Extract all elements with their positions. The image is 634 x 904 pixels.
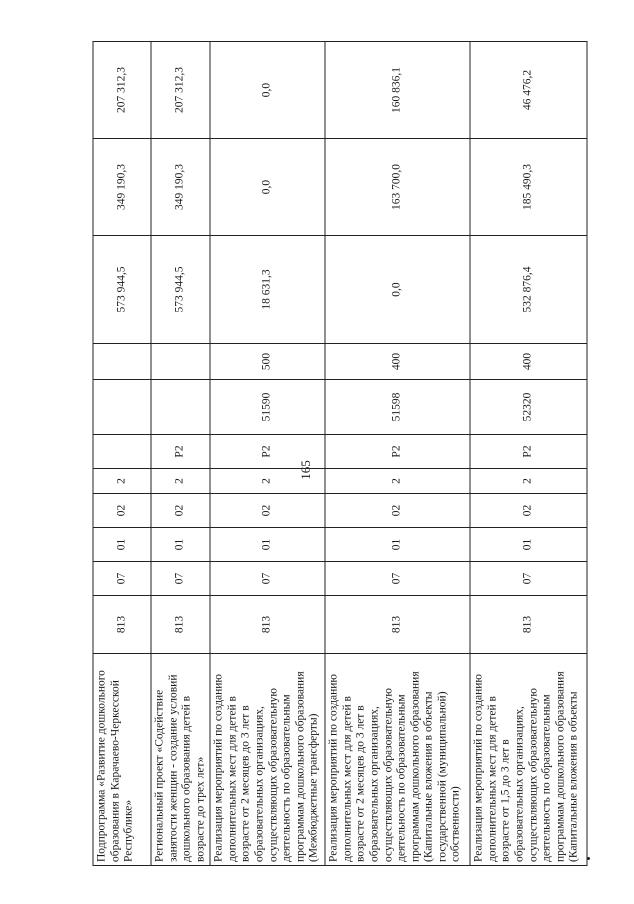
code-program: 02: [210, 494, 325, 528]
amount-year-2: 349 190,3: [93, 139, 151, 236]
code-subsection: 01: [470, 528, 587, 562]
code-direction: 51590: [210, 380, 325, 435]
code-direction: 51598: [325, 380, 470, 435]
amount-year-1: 573 944,5: [93, 236, 151, 344]
code-subsection: 01: [210, 528, 325, 562]
row-name: Реализация мероприятий по созданию дополнительных мест для детей в возрасте от 2 месяцев до 3 лет в образовательных организациях, осуществляющих образовательную деятельность по образовательным программам дошкольного образования (Капитальные вложения в объекты государственной (муниципальной) собственности): [325, 654, 470, 866]
code-section: 07: [470, 562, 587, 596]
amount-year-2: 185 490,3: [470, 139, 587, 236]
code-subprogram: 2: [93, 469, 151, 494]
amount-year-1: 0,0: [325, 236, 470, 344]
code-section: 07: [151, 562, 210, 596]
code-project: P2: [210, 435, 325, 469]
budget-table: [93, 42, 586, 866]
table-row: [151, 42, 210, 866]
code-direction: [93, 380, 151, 435]
amount-year-3: 160 836,1: [325, 42, 470, 139]
amount-year-1: 18 631,3: [210, 236, 325, 344]
row-name: Региональный проект «Содействие занятости женщин - создание условий дошкольного образования детей в возрасте до трех лет»: [151, 654, 210, 866]
amount-year-3: 0,0: [210, 42, 325, 139]
code-project: P2: [151, 435, 210, 469]
code-program: 02: [470, 494, 587, 528]
code-section: 07: [325, 562, 470, 596]
code-subsection: 01: [325, 528, 470, 562]
table-row: [93, 42, 151, 866]
amount-year-3: 207 312,3: [93, 42, 151, 139]
code-expense-type: 400: [470, 344, 587, 380]
code-project: P2: [470, 435, 587, 469]
code-ministry: 813: [325, 596, 470, 654]
code-program: 02: [325, 494, 470, 528]
code-section: 07: [210, 562, 325, 596]
row-name: Реализация мероприятий по созданию дополнительных мест для детей в возрасте от 2 месяцев до 3 лет в образовательных организациях, осуществляющих образовательную деятельность по образовательным программам дошкольного образования (Межбюджетные трансферты): [210, 654, 325, 866]
amount-year-1: 532 876,4: [470, 236, 587, 344]
code-ministry: 813: [93, 596, 151, 654]
code-subprogram: 2: [470, 469, 587, 494]
code-ministry: 813: [470, 596, 587, 654]
amount-year-2: 349 190,3: [151, 139, 210, 236]
code-ministry: 813: [151, 596, 210, 654]
code-direction: 52320: [470, 380, 587, 435]
code-expense-type: [151, 344, 210, 380]
code-program: 02: [151, 494, 210, 528]
code-subprogram: 2: [151, 469, 210, 494]
table-row: [210, 42, 325, 866]
code-project: P2: [325, 435, 470, 469]
code-program: 02: [93, 494, 151, 528]
code-expense-type: 500: [210, 344, 325, 380]
amount-year-3: 207 312,3: [151, 42, 210, 139]
code-section: 07: [93, 562, 151, 596]
amount-year-2: 163 700,0: [325, 139, 470, 236]
code-direction: [151, 380, 210, 435]
table-row: [470, 42, 587, 866]
amount-year-2: 0,0: [210, 139, 325, 236]
code-ministry: 813: [210, 596, 325, 654]
page-number: 165: [298, 460, 313, 480]
row-name: Подпрограмма «Развитие дошкольного образования в Карачаево-Черкесской Республике»: [93, 654, 151, 866]
scan-speck: [587, 857, 590, 860]
code-subsection: 01: [93, 528, 151, 562]
code-expense-type: [93, 344, 151, 380]
amount-year-3: 46 476,2: [470, 42, 587, 139]
code-subsection: 01: [151, 528, 210, 562]
table-row: [325, 42, 470, 866]
amount-year-1: 573 944,5: [151, 236, 210, 344]
code-subprogram: 2: [210, 469, 325, 494]
code-subprogram: 2: [325, 469, 470, 494]
row-name: Реализация мероприятий по созданию дополнительных мест для детей в возрасте от 1,5 до 3 лет в образовательных организациях, осуществляющих образовательную деятельность по образовательным программам дошкольного образования (Капитальные вложения в объекты: [470, 654, 587, 866]
code-project: [93, 435, 151, 469]
code-expense-type: 400: [325, 344, 470, 380]
